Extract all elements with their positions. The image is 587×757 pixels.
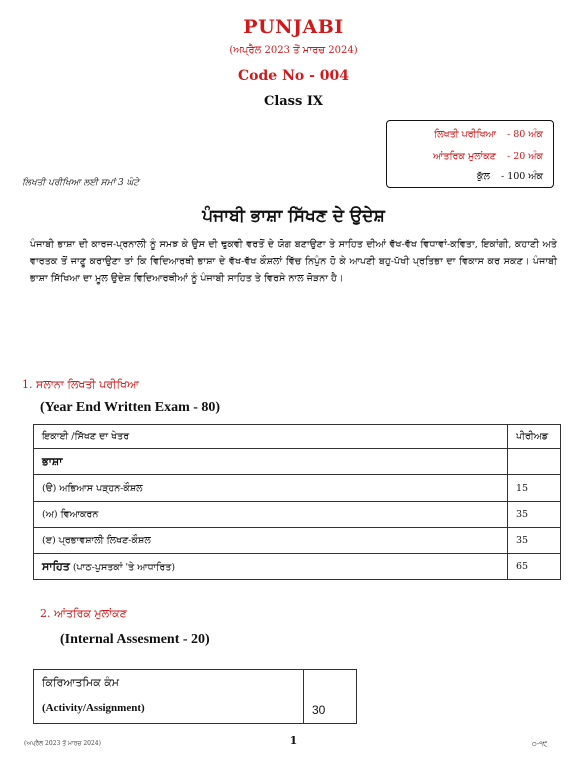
table-row — [34, 528, 561, 554]
class-label: Class IX — [263, 94, 324, 109]
row-value: 35 — [508, 502, 561, 528]
row-label: (ੳ) ਅਭਿਆਸ ਪੜ੍ਹਨ-ਕੌਸ਼ਲ — [34, 475, 508, 502]
section1-title: 1. ਸਲਾਨਾ ਲਿਖਤੀ ਪਰੀਖਿਆ — [22, 378, 139, 391]
activity-label: ਕਿਰਿਆਤਮਿਕ ਕੰਮ — [42, 676, 119, 689]
row-label: ਭਾਸ਼ਾ — [34, 449, 508, 475]
activity-cell — [34, 670, 304, 724]
row-label: (ਅ) ਵਿਆਕਰਨ — [34, 502, 508, 528]
session-period: (ਅਪ੍ਰੈਲ 2023 ਤੋਂ ਮਾਰਚ 2024) — [229, 45, 358, 56]
header-cell-area: ਇਕਾਈ /ਸਿੱਖਣ ਦਾ ਖੇਤਰ — [34, 425, 508, 449]
section2-title: 2. ਆਂਤਰਿਕ ਮੁਲਾਂਕਣ — [40, 607, 127, 620]
section1-title-en: (Year End Written Exam - 80) — [40, 400, 221, 415]
internal-assessment-table — [33, 669, 357, 724]
marks-label: ਲਿਖਤੀ ਪਰੀਖਿਆ — [434, 129, 496, 140]
activity-value: 30 — [304, 670, 357, 724]
header-cell-periods: ਪੀਰੀਅਡ — [508, 425, 561, 449]
table-row — [34, 554, 561, 580]
row-value: 15 — [508, 475, 561, 502]
row-value: 65 — [508, 554, 561, 580]
table-header-row — [34, 425, 561, 449]
marks-label: ਆਂਤਰਿਕ ਮੁਲਾਂਕਣ — [433, 151, 496, 162]
objectives-paragraph: ਪੰਜਾਬੀ ਭਾਸ਼ਾ ਦੀ ਕਾਰਜ-ਪ੍ਰਨਾਲੀ ਨੂੰ ਸਮਝ ਕੇ ਉਸ ਦੀ ਢੁਕਵੀ ਵਰਤੋਂ ਦੇ ਯੋਗ ਬਣਾਉਣਾ ਤੇ ਸਾਹਿਤ ਦੀਆਂ ਵੱਖ-ਵੱਖ ਵਿਧਾਵਾਂ-ਕਵਿਤਾ, ਇਕਾਂਗੀ, ਕਹਾਣੀ ਅਤੇ ਵਾਰਤਕ ਤੋਂ ਜਾਣੂ ਕਰਾਉਣਾ ਤਾਂ ਕਿ ਵਿਦਿਆਰਥੀ ਭਾਸ਼ਾ ਦੇ ਵੱਖ-ਵੱਖ ਕੌਸ਼ਲਾਂ ਵਿੱਚ ਨਿਪੁੰਨ ਹੋ ਕੇ ਆਪਣੀ ਬਹੁ-ਪੱਖੀ ਪ੍ਰਤਿਭਾ ਦਾ ਵਿਕਾਸ ਕਰ ਸਕਣ। ਪੰਜਾਬੀ ਭਾਸ਼ਾ ਸਿੱਖਿਆ ਦਾ ਮੂਲ ਉਦੇਸ਼ ਵਿਦਿਆਰਥੀਆਂ ਨੂੰ ਪੰਜਾਬੀ ਸਾਹਿਤ ਤੇ ਵਿਰਸੇ ਨਾਲ ਜੋੜਨਾ ਹੈ। — [30, 239, 557, 284]
marks-value: - 80 ਅੰਕ — [507, 129, 543, 140]
footer-period: (ਅਪ੍ਰੈਲ 2023 ਤੋਂ ਮਾਰਚ 2024) — [24, 740, 101, 747]
page-number: 1 — [289, 734, 298, 747]
row-value — [508, 449, 561, 475]
section2-title-en: (Internal Assesment - 20) — [60, 632, 210, 647]
row-value: 35 — [508, 528, 561, 554]
table-row — [34, 670, 357, 724]
activity-label-en: (Activity/Assignment) — [42, 702, 145, 714]
marks-value: - 20 ਅੰਕ — [507, 151, 543, 162]
footer-code: ੦-੧੯ — [532, 740, 548, 748]
table-row — [34, 449, 561, 475]
row-label-rest: (ਪਾਠ-ਪੁਸਤਕਾਂ 'ਤੇ ਆਧਾਰਿਤ) — [69, 561, 176, 573]
marks-label: ਕੁੱਲ — [477, 171, 490, 182]
marks-row-internal — [433, 151, 543, 162]
syllabus-table — [33, 424, 561, 580]
marks-row-total — [477, 171, 543, 182]
subject-title: PUNJABI — [243, 16, 344, 38]
row-label: (ੲ) ਪ੍ਰਭਾਵਸ਼ਾਲੀ ਲਿਖਣ-ਕੌਸ਼ਲ — [34, 528, 508, 554]
marks-value: - 100 ਅੰਕ — [500, 171, 543, 182]
row-label-bold: ਸਾਹਿਤ — [42, 559, 70, 573]
table-row — [34, 475, 561, 502]
marks-summary-box — [386, 120, 554, 188]
exam-duration: ਲਿਖਤੀ ਪਰੀਖਿਆ ਲਈ ਸਮਾਂ 3 ਘੰਟੇ — [22, 178, 140, 188]
marks-row-written — [434, 129, 543, 140]
objectives-heading: ਪੰਜਾਬੀ ਭਾਸ਼ਾ ਸਿੱਖਣ ਦੇ ਉਦੇਸ਼ — [202, 206, 385, 226]
subject-code: Code No - 004 — [238, 68, 349, 84]
row-label — [34, 554, 508, 580]
table-row — [34, 502, 561, 528]
